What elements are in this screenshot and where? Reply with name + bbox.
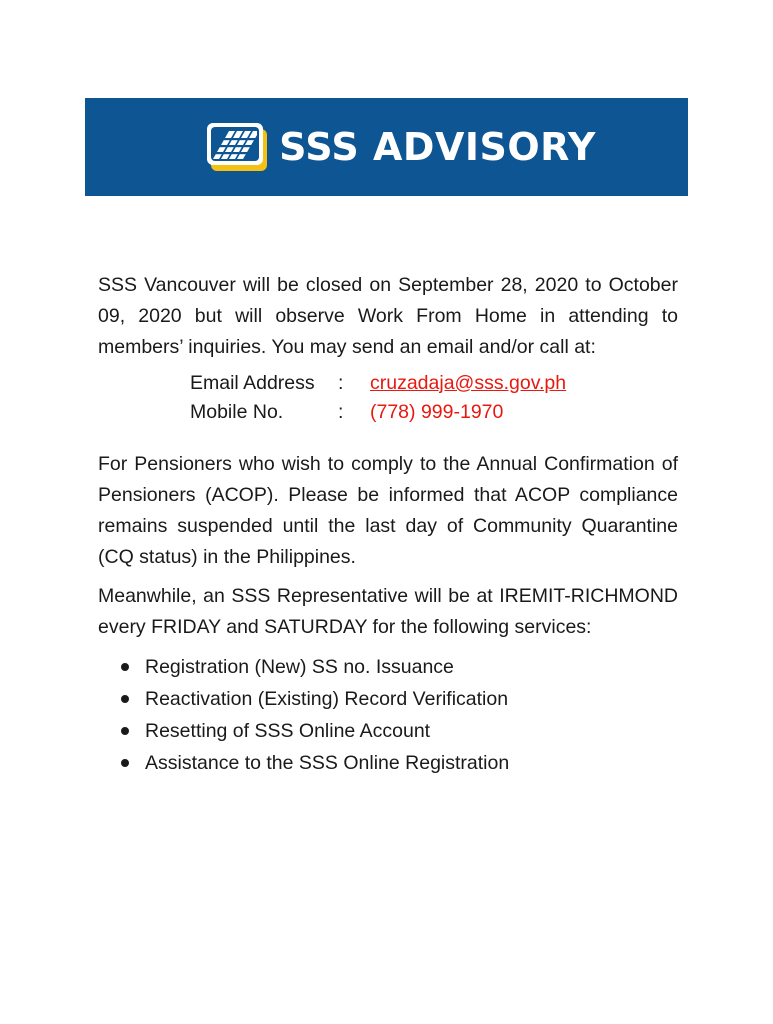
bullet-icon — [121, 727, 129, 735]
service-label: Reactivation (Existing) Record Verification — [145, 688, 509, 710]
email-colon: : — [338, 372, 344, 394]
email-link[interactable]: cruzadaja@sss.gov.ph — [370, 372, 567, 394]
list-item — [98, 747, 678, 779]
list-item — [98, 715, 678, 747]
bullet-icon — [121, 663, 129, 671]
email-row — [190, 369, 678, 398]
meanwhile-paragraph: Meanwhile, an SSS Representative will be at IREMIT-RICHMOND every FRIDAY and SATURDAY for the following services: — [98, 585, 678, 638]
advisory-content — [98, 270, 678, 779]
pensioners-paragraph: For Pensioners who wish to comply to the Annual Confirmation of Pensioners (ACOP). Please be informed that ACOP compliance remains suspended until the last day of Community Quarantine (CQ status) in the Philippines. — [98, 453, 678, 568]
bullet-icon — [121, 759, 129, 767]
sss-logo-icon — [205, 121, 269, 173]
intro-paragraph: SSS Vancouver will be closed on September 28, 2020 to October 09, 2020 but will observe Work From Home in attending to members’ inquiries. You may send an email and/or call at: — [98, 274, 678, 358]
service-label: Registration (New) SS no. Issuance — [145, 656, 454, 678]
email-label: Email Address — [190, 372, 315, 394]
list-item — [98, 683, 678, 715]
advisory-banner — [85, 98, 688, 196]
banner-title: SSS ADVISORY — [279, 125, 596, 169]
service-label: Resetting of SSS Online Account — [145, 720, 431, 742]
mobile-label: Mobile No. — [190, 401, 284, 423]
services-list — [98, 651, 678, 779]
banner-logo-group — [205, 121, 596, 173]
bullet-icon — [121, 695, 129, 703]
service-label: Assistance to the SSS Online Registration — [145, 752, 510, 774]
contact-details — [190, 369, 678, 427]
list-item — [98, 651, 678, 683]
mobile-colon: : — [338, 401, 344, 423]
mobile-number: (778) 999-1970 — [370, 401, 504, 423]
mobile-row — [190, 398, 678, 427]
